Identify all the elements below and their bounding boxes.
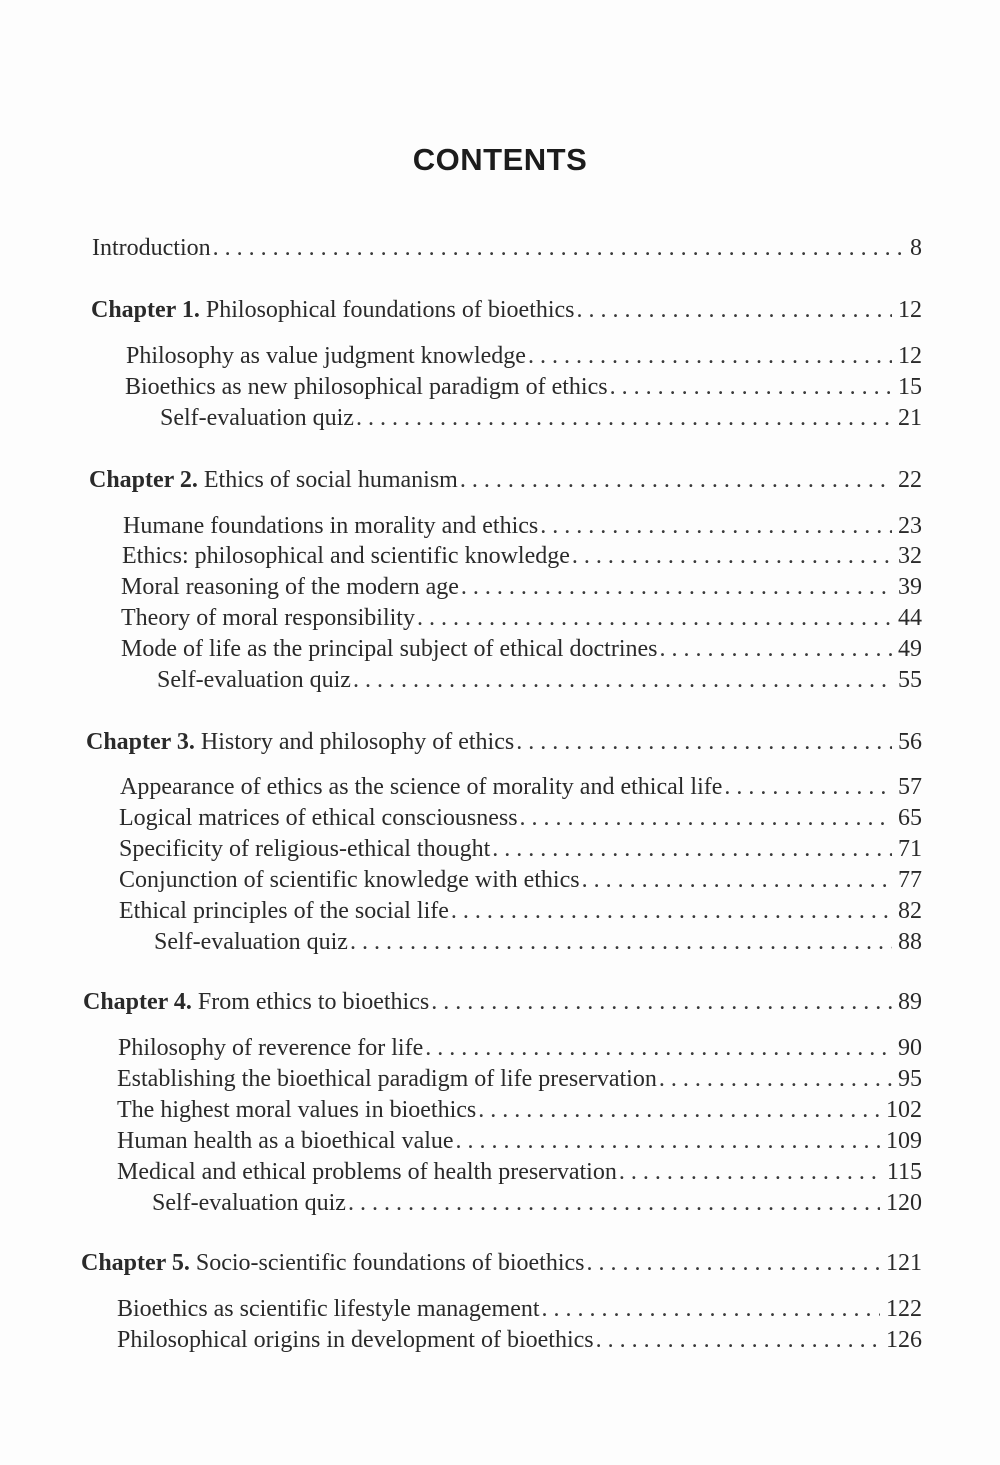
toc-entry-title: Ethical principles of the social life <box>119 898 449 924</box>
toc-entry <box>83 987 922 1017</box>
toc-entry-label <box>117 1095 476 1125</box>
toc-entry <box>117 1095 922 1125</box>
toc-entry <box>154 927 922 957</box>
dot-leader <box>456 1126 880 1156</box>
dot-leader <box>572 541 892 571</box>
dot-leader <box>586 1248 880 1278</box>
toc-entry-label <box>125 372 608 402</box>
toc-entry-label <box>117 1064 657 1094</box>
toc-entry-title: Philosophical foundations of bioethics <box>199 297 575 323</box>
toc-entry <box>152 1188 922 1218</box>
toc-entry <box>119 865 922 895</box>
toc-entry-title: Self-evaluation quiz <box>154 929 348 955</box>
toc-entry-title: Self-evaluation quiz <box>160 405 354 431</box>
toc-entry <box>117 1325 922 1355</box>
page-number: 88 <box>898 929 922 955</box>
toc-entry-label <box>81 1248 584 1278</box>
toc-entry-title: Mode of life as the principal subject of ethical doctrines <box>121 636 658 662</box>
toc-entry <box>126 341 922 371</box>
page-number: 55 <box>898 667 922 693</box>
page-number: 120 <box>886 1190 922 1216</box>
dot-leader <box>596 1325 880 1355</box>
toc-entry-label <box>121 572 459 602</box>
dot-leader <box>659 634 892 664</box>
toc-entry-label <box>121 634 657 664</box>
dot-leader <box>478 1095 880 1125</box>
toc-entry <box>118 1033 922 1063</box>
toc-entry <box>160 403 922 433</box>
dot-leader <box>460 465 892 495</box>
page-number: 89 <box>898 989 922 1015</box>
page-number: 12 <box>898 297 922 323</box>
toc-entry <box>123 511 922 541</box>
toc-entry-title: Introduction <box>92 235 211 261</box>
toc-entry-title: Establishing the bioethical paradigm of life preservation <box>117 1066 657 1092</box>
toc-entry-title: Bioethics as new philosophical paradigm of ethics <box>125 374 608 400</box>
toc-entry-label <box>117 1294 540 1324</box>
toc-entry <box>119 834 922 864</box>
page-number: 95 <box>898 1066 922 1092</box>
toc-entry-label <box>154 927 348 957</box>
page-number: 90 <box>898 1035 922 1061</box>
toc-entry-title: Moral reasoning of the modern age <box>121 574 459 600</box>
page-number: 77 <box>898 867 922 893</box>
dot-leader <box>348 1188 880 1218</box>
toc-entry-title: Philosophical origins in development of bioethics <box>117 1327 594 1353</box>
toc-entry-label <box>117 1325 594 1355</box>
toc-entry-title: Theory of moral responsibility <box>121 605 415 631</box>
page-number: 8 <box>910 235 922 261</box>
dot-leader <box>451 896 892 926</box>
dot-leader <box>520 803 892 833</box>
toc-entry <box>125 372 922 402</box>
toc-entry <box>119 896 922 926</box>
toc-entry-title: Philosophy as value judgment knowledge <box>126 343 526 369</box>
dot-leader <box>724 772 892 802</box>
toc-entry-title: Philosophy of reverence for life <box>118 1035 424 1061</box>
page-number: 82 <box>898 898 922 924</box>
dot-leader <box>350 927 892 957</box>
page-number: 23 <box>898 513 922 539</box>
dot-leader <box>425 1033 892 1063</box>
toc-entry-label <box>117 1126 454 1156</box>
toc-entry-title: Bioethics as scientific lifestyle management <box>117 1296 540 1322</box>
toc-entry-title: Ethics of social humanism <box>197 467 458 493</box>
toc-entry <box>117 1157 922 1187</box>
dot-leader <box>542 1294 880 1324</box>
toc-entry-title: Logical matrices of ethical consciousness <box>119 805 518 831</box>
page-number: 57 <box>898 774 922 800</box>
toc-entry <box>119 803 922 833</box>
toc-entry <box>117 1126 922 1156</box>
dot-leader <box>461 572 892 602</box>
toc-entry-label <box>160 403 354 433</box>
toc-entry-title: History and philosophy of ethics <box>194 729 515 755</box>
page-number: 71 <box>898 836 922 862</box>
chapter-number: Chapter 3. <box>86 729 195 755</box>
page-number: 12 <box>898 343 922 369</box>
dot-leader <box>540 511 892 541</box>
toc-entry-title: The highest moral values in bioethics <box>117 1097 477 1123</box>
page-number: 39 <box>898 574 922 600</box>
page-number: 126 <box>886 1327 922 1353</box>
page-number: 65 <box>898 805 922 831</box>
toc-entry-title: Ethics: philosophical and scientific knowledge <box>122 543 570 569</box>
toc-entry <box>121 634 922 664</box>
toc-entry-label <box>91 295 575 325</box>
toc-entry <box>122 541 922 571</box>
page-number: 22 <box>898 467 922 493</box>
page-number: 109 <box>886 1128 922 1154</box>
toc-entry-label <box>126 341 526 371</box>
toc-entry <box>121 572 922 602</box>
toc-entry-title: Specificity of religious-ethical thought <box>119 836 491 862</box>
page-title: CONTENTS <box>412 142 588 177</box>
toc-entry <box>117 1064 922 1094</box>
toc-entry-label <box>123 511 538 541</box>
dot-leader <box>659 1064 892 1094</box>
page-number: 115 <box>886 1159 922 1185</box>
toc-entry-label <box>152 1188 346 1218</box>
toc-entry-title: Self-evaluation quiz <box>152 1190 346 1216</box>
page-number: 32 <box>898 543 922 569</box>
toc-entry-label <box>119 834 490 864</box>
dot-leader <box>356 403 892 433</box>
page-number: 121 <box>886 1250 922 1276</box>
page-number: 21 <box>898 405 922 431</box>
toc-entry-title: Human health as a bioethical value <box>117 1128 454 1154</box>
dot-leader <box>353 665 892 695</box>
toc-entry <box>81 1248 922 1278</box>
toc-entry-label <box>83 987 429 1017</box>
toc-entry-title: From ethics to bioethics <box>191 989 430 1015</box>
toc-entry <box>120 772 922 802</box>
toc-entry-label <box>121 603 415 633</box>
dot-leader <box>577 295 892 325</box>
toc-entry-title: Self-evaluation quiz <box>157 667 351 693</box>
toc-entry-title: Conjunction of scientific knowledge with ethics <box>119 867 580 893</box>
page-number: 56 <box>898 729 922 755</box>
chapter-number: Chapter 2. <box>89 467 198 493</box>
toc-entry-label <box>157 665 351 695</box>
toc-entry-label <box>117 1157 617 1187</box>
toc-entry-label <box>92 233 211 263</box>
toc-entry <box>157 665 922 695</box>
toc-entry-title: Appearance of ethics as the science of morality and ethical life <box>120 774 723 800</box>
toc-entry-label <box>120 772 722 802</box>
toc-entry <box>91 295 922 325</box>
toc-entry <box>92 233 922 263</box>
dot-leader <box>582 865 892 895</box>
chapter-number: Chapter 1. <box>91 297 200 323</box>
page-number: 49 <box>898 636 922 662</box>
dot-leader <box>610 372 892 402</box>
toc-entry-label <box>119 865 580 895</box>
toc-entry-title: Medical and ethical problems of health preservation <box>117 1159 617 1185</box>
toc-entry <box>121 603 922 633</box>
toc-entry <box>86 727 922 757</box>
dot-leader <box>516 727 892 757</box>
toc-entry-label <box>89 465 458 495</box>
dot-leader <box>492 834 892 864</box>
dot-leader <box>619 1157 881 1187</box>
toc-entry <box>89 465 922 495</box>
toc-entry-title: Humane foundations in morality and ethics <box>123 513 539 539</box>
chapter-number: Chapter 4. <box>83 989 192 1015</box>
toc-entry-title: Socio-scientific foundations of bioethics <box>189 1250 585 1276</box>
dot-leader <box>528 341 892 371</box>
toc-entry-label <box>119 896 449 926</box>
toc-entry-label <box>118 1033 423 1063</box>
chapter-number: Chapter 5. <box>81 1250 190 1276</box>
page-number: 122 <box>886 1296 922 1322</box>
page-number: 102 <box>886 1097 922 1123</box>
toc-entry-label <box>86 727 514 757</box>
toc-entry-label <box>119 803 518 833</box>
page-number: 44 <box>898 605 922 631</box>
dot-leader <box>213 233 904 263</box>
toc-entry <box>117 1294 922 1324</box>
dot-leader <box>417 603 892 633</box>
page-number: 15 <box>898 374 922 400</box>
toc-entry-label <box>122 541 570 571</box>
dot-leader <box>431 987 892 1017</box>
